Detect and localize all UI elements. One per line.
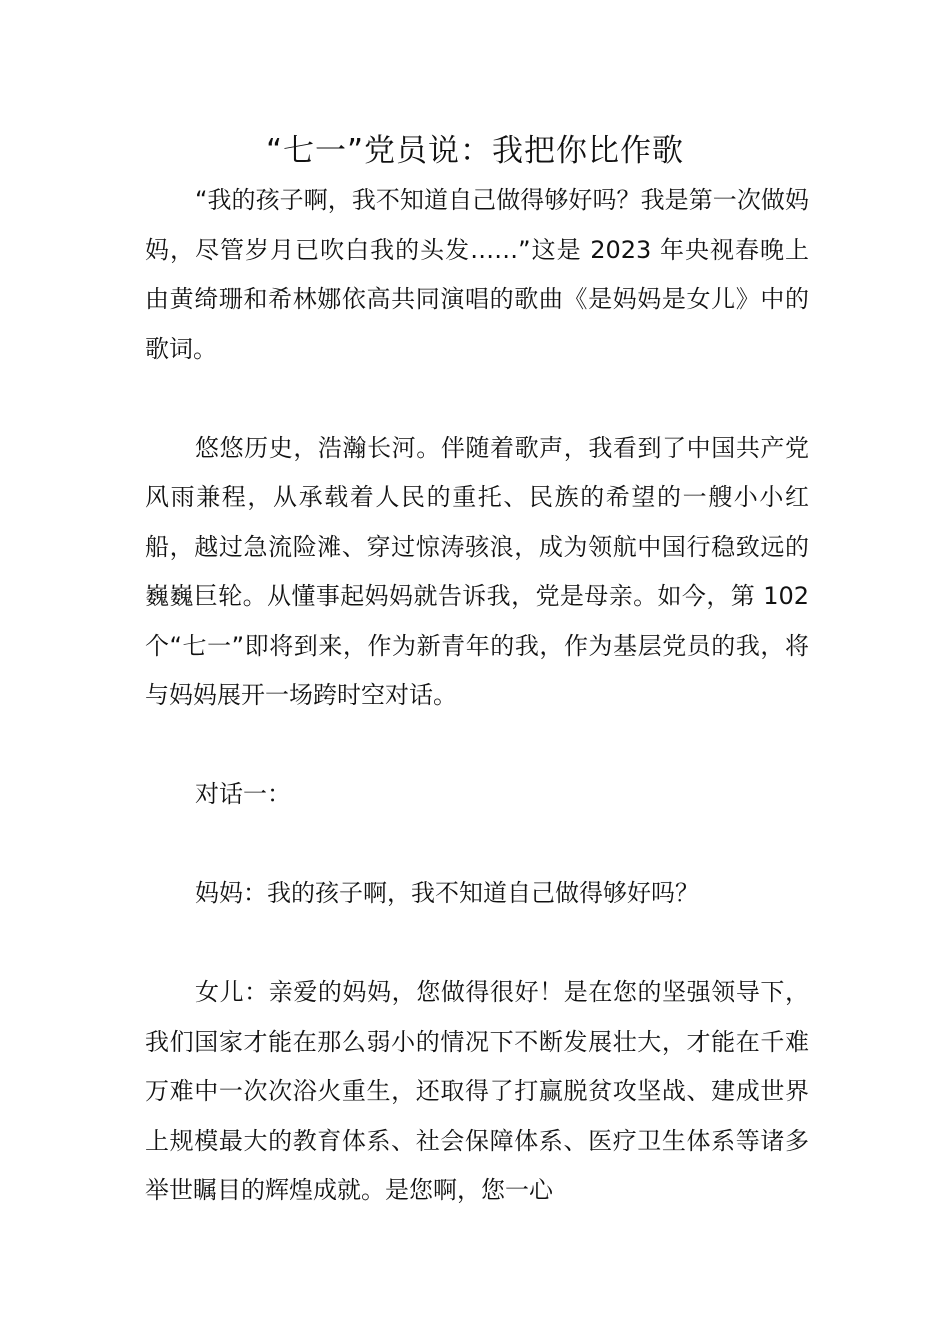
paragraph-dialogue-heading: 对话一：: [195, 780, 291, 808]
paragraph-spacer: [145, 374, 809, 424]
paragraph-history: 悠悠历史，浩瀚长河。伴随着歌声，我看到了中国共产党风雨兼程，从承载着人民的重托、民族的希望的一艘小小红船，越过急流险滩、穿过惊涛骇浪，成为领航中国行稳致远的巍巍巨轮。从懂事起妈妈就告诉我，党是母亲。如今，第 102 个“七一”即将到来，作为新青年的我，作为基层党员的我，将与妈妈展开一场跨时空对话。: [145, 433, 809, 709]
document-title: “七一”党员说：我把你比作歌: [265, 133, 685, 169]
paragraph-spacer: [145, 919, 809, 969]
paragraph-spacer: [145, 721, 809, 771]
paragraph-mother-line: 妈妈：我的孩子啊，我不知道自己做得够好吗？: [195, 879, 699, 907]
paragraph-spacer: [145, 820, 809, 870]
paragraph-intro: “我的孩子啊，我不知道自己做得够好吗？我是第一次做妈妈，尽管岁月已吹白我的头发……”这是 2023 年央视春晚上由黄绮珊和希林娜依高共同演唱的歌曲《是妈妈是女儿》中的歌词。: [145, 186, 809, 363]
paragraph-daughter-line: 女儿：亲爱的妈妈，您做得很好！是在您的坚强领导下，我们国家才能在那么弱小的情况下不断发展壮大，才能在千难万难中一次次浴火重生，还取得了打赢脱贫攻坚战、建成世界上规模最大的教育体系、社会保障体系、医疗卫生体系等诸多举世瞩目的辉煌成就。是您啊，您一心: [145, 978, 809, 1204]
document-body: [145, 176, 809, 1216]
